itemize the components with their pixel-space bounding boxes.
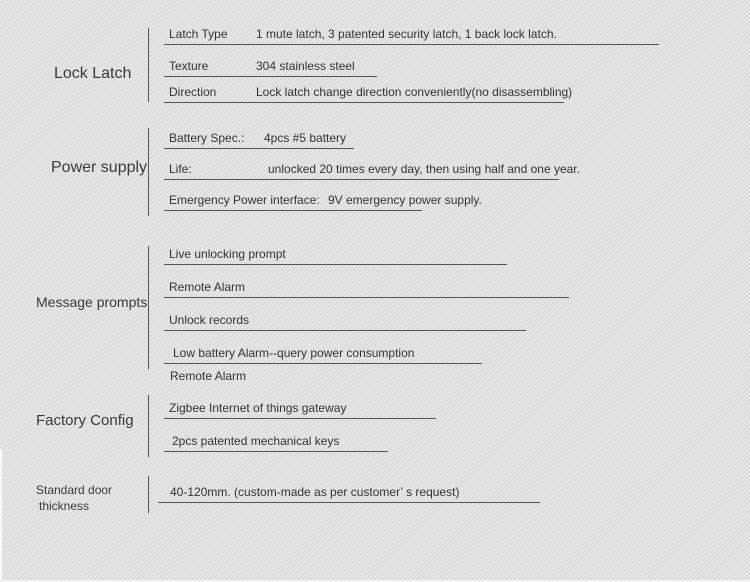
section-divider xyxy=(148,476,149,513)
section-divider xyxy=(148,246,149,369)
section-title: Factory Config xyxy=(36,412,134,429)
prompt-label: Low battery Alarm--query power consumption xyxy=(173,346,415,360)
prompt-item xyxy=(164,345,482,364)
prompt-label: Unlock records xyxy=(169,313,250,327)
spec-row-emergency-power xyxy=(164,192,482,211)
spec-value: 304 stainless steel xyxy=(256,59,355,73)
section-divider xyxy=(148,395,149,457)
prompt-item xyxy=(164,246,507,265)
section-title-line2: thickness xyxy=(39,499,90,513)
prompt-label: Remote Alarm xyxy=(169,280,246,294)
config-item xyxy=(164,433,388,452)
section-divider xyxy=(148,28,149,102)
spec-value: Lock latch change direction conveniently(no disassembling) xyxy=(256,85,573,99)
spec-key: Emergency Power interface: xyxy=(169,193,320,207)
spec-value: unlocked 20 times every day, then using half and one year. xyxy=(268,162,580,176)
spec-row-life xyxy=(164,161,580,180)
section-title-line1: Standard door xyxy=(36,483,113,497)
spec-value: 9V emergency power supply. xyxy=(328,193,482,207)
config-label: Zigbee Internet of things gateway xyxy=(169,401,347,415)
spec-value: 4pcs #5 battery xyxy=(264,131,347,145)
spec-key: Latch Type xyxy=(169,27,228,41)
left-edge-strip xyxy=(0,450,2,582)
section-title: Lock Latch xyxy=(54,65,132,82)
prompt-extra: Remote Alarm xyxy=(170,369,247,383)
section-divider xyxy=(148,128,149,216)
prompt-item xyxy=(164,279,569,298)
spec-key: Battery Spec.: xyxy=(169,131,245,145)
spec-row-direction xyxy=(164,84,573,103)
section-title: Message prompts xyxy=(36,294,148,310)
thickness-item xyxy=(158,484,540,503)
config-item xyxy=(164,400,436,419)
spec-value: 1 mute latch, 3 patented security latch, 1 back lock latch. xyxy=(256,27,557,41)
spec-key: Texture xyxy=(169,59,209,73)
spec-key: Life: xyxy=(169,162,192,176)
thickness-label: 40-120mm. (custom-made as per customer’ s request) xyxy=(170,485,460,499)
prompt-item xyxy=(164,312,526,331)
spec-row-battery-spec xyxy=(164,130,354,149)
section-title: Power supply xyxy=(51,159,148,176)
spec-key: Direction xyxy=(169,85,217,99)
spec-row-latch-type xyxy=(164,26,659,45)
config-label: 2pcs patented mechanical keys xyxy=(172,434,340,448)
spec-row-texture xyxy=(164,58,377,77)
prompt-label: Live unlocking prompt xyxy=(169,247,286,261)
